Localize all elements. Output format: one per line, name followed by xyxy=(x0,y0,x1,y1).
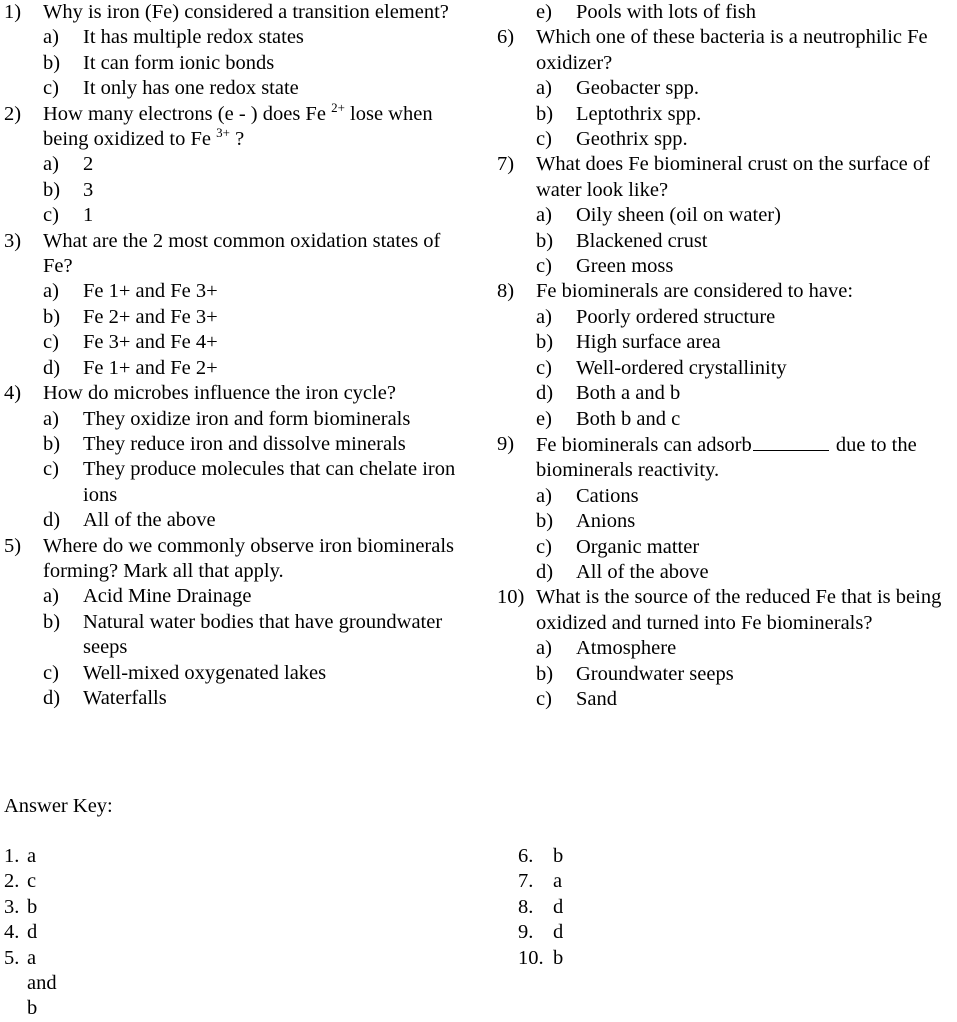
option-3a: a) Fe 1+ and Fe 3+ xyxy=(43,280,218,303)
question-9 xyxy=(497,432,955,585)
question-number: 4) xyxy=(4,382,22,405)
question-number: 7) xyxy=(497,153,515,176)
option-9a: a) Cations xyxy=(536,484,639,507)
option-5e: e) Pools with lots of fish xyxy=(536,1,756,23)
option-9b: b) Anions xyxy=(536,510,636,533)
option-6c: c) Geothrix spp. xyxy=(536,128,688,151)
question-text: What does Fe biomineral crust on the surface of water look like? xyxy=(536,153,930,201)
question-number: 3) xyxy=(4,229,22,252)
question-6 xyxy=(497,25,955,152)
option-5d: d) Waterfalls xyxy=(43,686,167,709)
option-3d: d) Fe 1+ and Fe 2+ xyxy=(43,356,218,379)
question-10 xyxy=(497,585,955,712)
fill-in-blank xyxy=(753,432,829,451)
option-10b: b) Groundwater seeps xyxy=(536,662,734,685)
question-text: What are the 2 most common oxidation states of Fe? xyxy=(43,229,441,278)
question-text: Where do we commonly observe iron biominerals forming? Mark all that apply. xyxy=(43,534,455,582)
question-number: 5) xyxy=(4,534,22,557)
option-10c: c) Sand xyxy=(536,687,617,710)
option-4d: d) All of the above xyxy=(43,509,216,532)
question-number: 10) xyxy=(497,586,525,609)
question-7 xyxy=(497,152,955,279)
option-2a: a) 2 xyxy=(43,153,94,176)
question-text: Which one of these bacteria is a neutrophilic Fe oxidizer? xyxy=(536,26,928,74)
option-5b: b) Natural water bodies that have groundwater seeps xyxy=(43,610,443,659)
option-8a: a) Poorly ordered structure xyxy=(536,305,776,328)
question-text: What is the source of the reduced Fe that is being oxidized and turned into Fe biominerals? xyxy=(536,586,942,634)
question-number: 2) xyxy=(4,102,22,125)
superscript-charge: 3+ xyxy=(216,125,230,141)
question-number: 1) xyxy=(4,1,22,23)
superscript-charge: 2+ xyxy=(331,99,345,115)
option-6b: b) Leptothrix spp. xyxy=(536,102,702,125)
question-text: Why is iron (Fe) considered a transition element? xyxy=(43,1,449,23)
option-10a: a) Atmosphere xyxy=(536,637,677,660)
option-8c: c) Well-ordered crystallinity xyxy=(536,356,787,379)
option-1a: a) It has multiple redox states xyxy=(43,26,304,49)
option-5a: a) Acid Mine Drainage xyxy=(43,585,252,608)
question-number: 6) xyxy=(497,26,515,49)
option-4b: b) They reduce iron and dissolve minerals xyxy=(43,432,406,455)
option-3b: b) Fe 2+ and Fe 3+ xyxy=(43,305,218,328)
questions-left-column xyxy=(4,0,474,711)
questions-right-column xyxy=(497,0,955,712)
option-7a: a) Oily sheen (oil on water) xyxy=(536,204,781,227)
question-1 xyxy=(4,0,474,102)
option-8b: b) High surface area xyxy=(536,331,721,354)
question-2 xyxy=(4,99,474,229)
option-8e: e) Both b and c xyxy=(536,407,681,430)
option-5c: c) Well-mixed oxygenated lakes xyxy=(43,661,327,684)
question-text: Fe biominerals can adsorb due to the biominerals reactivity. xyxy=(536,433,917,482)
option-1c: c) It only has one redox state xyxy=(43,77,299,100)
answer-key-title: Answer Key: xyxy=(4,795,113,817)
option-1b: b) It can form ionic bonds xyxy=(43,51,275,74)
question-number: 8) xyxy=(497,280,515,303)
option-7c: c) Green moss xyxy=(536,255,674,278)
question-8 xyxy=(497,279,955,431)
question-text: Fe biominerals are considered to have: xyxy=(536,280,854,303)
question-3 xyxy=(4,229,474,381)
question-number: 9) xyxy=(497,432,515,455)
option-4c: c) They produce molecules that can chelate iron ions xyxy=(43,458,456,506)
question-5 xyxy=(4,534,474,712)
option-3c: c) Fe 3+ and Fe 4+ xyxy=(43,331,218,354)
option-9c: c) Organic matter xyxy=(536,535,700,558)
option-7b: b) Blackened crust xyxy=(536,229,708,252)
option-4a: a) They oxidize iron and form biominerals xyxy=(43,407,411,430)
option-9d: d) All of the above xyxy=(536,560,709,583)
option-6a: a) Geobacter spp. xyxy=(536,77,699,100)
question-text: How do microbes influence the iron cycle? xyxy=(43,382,396,405)
question-text: How many electrons (e - ) does Fe $^{2+}$ lose when being oxidized to Fe $^{3+}$ ? xyxy=(43,99,433,151)
question-4 xyxy=(4,381,474,533)
option-2b: b) 3 xyxy=(43,178,94,201)
option-2c: c) 1 xyxy=(43,204,94,227)
option-8d: d) Both a and b xyxy=(536,382,681,405)
